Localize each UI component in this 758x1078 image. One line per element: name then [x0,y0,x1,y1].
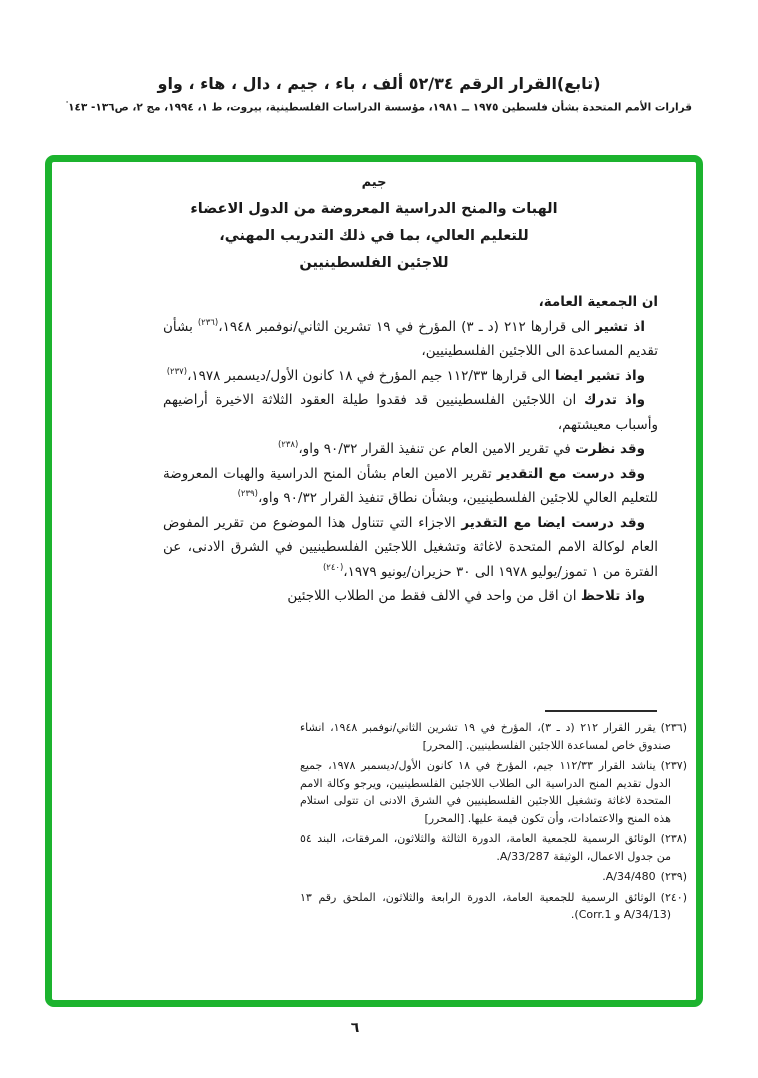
footnote-236 [300,719,687,754]
page-number: ٦ [350,1020,360,1036]
source-citation-text: قرارات الأمم المتحدة بشأن فلسطين ١٩٧٥ ــ ١٩٨١، مؤسسة الدراسات الفلسطينية، بيروت، ط ١، ١٩٩٤، مج ٢، ص١٣٦- ١٤٣ [68,101,693,114]
footnotes-section [300,710,687,927]
footnote-240 [300,889,687,924]
paragraph-studied-appreciation [163,462,658,511]
paragraph-studied-also [163,511,658,585]
paragraph-text: في تقرير الامين العام عن تنفيذ القرار ٩٠/٣٢ واو، [298,441,576,457]
footnote-text: يقرر القرار ٢١٢ (د ـ ٣)، المؤرخ في ١٩ تشرين الثاني/نوفمبر ١٩٤٨، انشاء صندوق خاص لمساعدة اللاجئين الفلسطينيين. [المحرر] [300,721,671,752]
green-annotation-frame [45,155,703,1007]
footnote-reference: (٢٣٨) [277,440,299,450]
resolution-body [163,290,658,609]
footnote-text: A/34/480. [602,870,656,883]
paragraph-lead: وقد درست مع التقدير [496,465,645,482]
resolution-header-title: (تابع)القرار الرقم ٥٢/٣٤ ألف ، باء ، جيم ، دال ، هاء ، واو [157,74,601,93]
footnote-text: الوثائق الرسمية للجمعية العامة، الدورة الثالثة والثلاثون، المرفقات، البند ٥٤ من جدول الاعمال، الوثيقة A/33/287. [300,832,671,863]
footnote-reference: (٢٣٦) [197,317,219,328]
footnote-reference: (٢٣٩) [237,489,258,499]
paragraph-lead: واذ تدرك [583,392,645,408]
paragraph-text: ان اقل من واحد في الالف فقط من الطلاب اللاجئين [287,588,581,604]
paragraph-recalling [163,315,658,364]
paragraph-text: تقرير الامين العام بشأن المنح الدراسية والهبات المعروضة للتعليم العالي للاجئين الفلسطينيين، وبشأن نطاق تنفيذ القرار ٩٠/٣٢ واو، [163,465,658,506]
footnote-number: (٢٣٩) [660,870,687,883]
paragraph-lead: واذ تلاحظ [580,588,645,604]
paragraph-lead: وقد درست ايضا مع التقدير [461,514,646,531]
page-header [0,74,758,114]
title-line-3: للاجئين الفلسطينيين [299,255,449,271]
paragraph-noting [163,584,658,609]
paragraph-aware [163,388,658,437]
footnote-237 [300,757,687,827]
paragraph-text: الى قرارها ٢١٢ (د ـ ٣) المؤرخ في ١٩ تشرين الثاني/نوفمبر ١٩٤٨، [218,318,596,335]
footnote-238 [300,830,687,865]
paragraph-text: ان اللاجئين الفلسطينيين قد فقدوا طيلة العقود الثلاثة الاخيرة أراضيهم وأسباب معيشتهم، [163,392,658,433]
document-title [52,196,696,277]
footnote-reference: (٢٤٠) [322,562,344,573]
paragraph-text: الاجزاء التي تتناول هذا الموضوع من تقرير المفوض العام لوكالة الامم المتحدة لاغاثة وتشغيل اللاجئين الفلسطينيين في الشرق الادنى، عن الفترة من ١ تموز/يوليو ١٩٧٨ الى ٣٠ حزيران/يونيو ١٩٧٩، [163,514,658,580]
paragraph-lead: وقد نظرت [575,441,645,457]
paragraph-text: الى قرارها ١١٢/٣٣ جيم المؤرخ في ١٨ كانون الأول/ديسمبر ١٩٧٨، [187,367,555,384]
footnote-reference: (٢٣٧) [166,366,188,377]
title-line-1: الهبات والمنح الدراسية المعروضة من الدول الاعضاء [190,201,558,217]
paragraph-text: بشأن تقديم المساعدة الى اللاجئين الفلسطينيين، [163,318,658,359]
footnote-text: يناشد القرار ١١٢/٣٣ جيم، المؤرخ في ١٨ كانون الأول/ديسمبر ١٩٧٨، جميع الدول تقديم المنح الدراسية الى الطلاب اللاجئين الفلسطينيين، ويرجو وكالة الامم المتحدة لاغاثة وتشغيل اللاجئين الفلسطينيين في الشرق الادنى ان تتولى استلام هذه المنح والاعتمادات، وأن تكون قيمة عليها. [المحرر] [300,759,671,825]
source-citation-line [0,100,758,114]
title-line-2: للتعليم العالي، بما في ذلك التدريب المهني، [219,228,529,244]
footnote-text: الوثائق الرسمية للجمعية العامة، الدورة الرابعة والثلاثون، الملحق رقم ١٣ (A/34/13 و Corr.1). [300,890,671,921]
footnote-239 [300,868,687,886]
section-letter: جيم [361,175,387,190]
footnote-number: (٢٣٦) [660,721,687,734]
footnote-number: (٢٣٧) [660,759,687,772]
paragraph-preamble-opening [163,290,658,315]
paragraph-recalling-also [163,364,658,389]
citation-note-mark: ' [65,100,69,108]
paragraph-lead: واذ تشير ايضا [554,367,645,384]
paragraph-lead: ان الجمعية العامة، [538,294,658,310]
footnote-number: (٢٣٨) [660,832,687,845]
footnote-number: (٢٤٠) [660,890,687,904]
footnote-separator-line [545,710,657,712]
document-content [52,162,696,1000]
paragraph-considered-report [163,437,658,462]
paragraph-lead: اذ تشير [595,318,645,335]
